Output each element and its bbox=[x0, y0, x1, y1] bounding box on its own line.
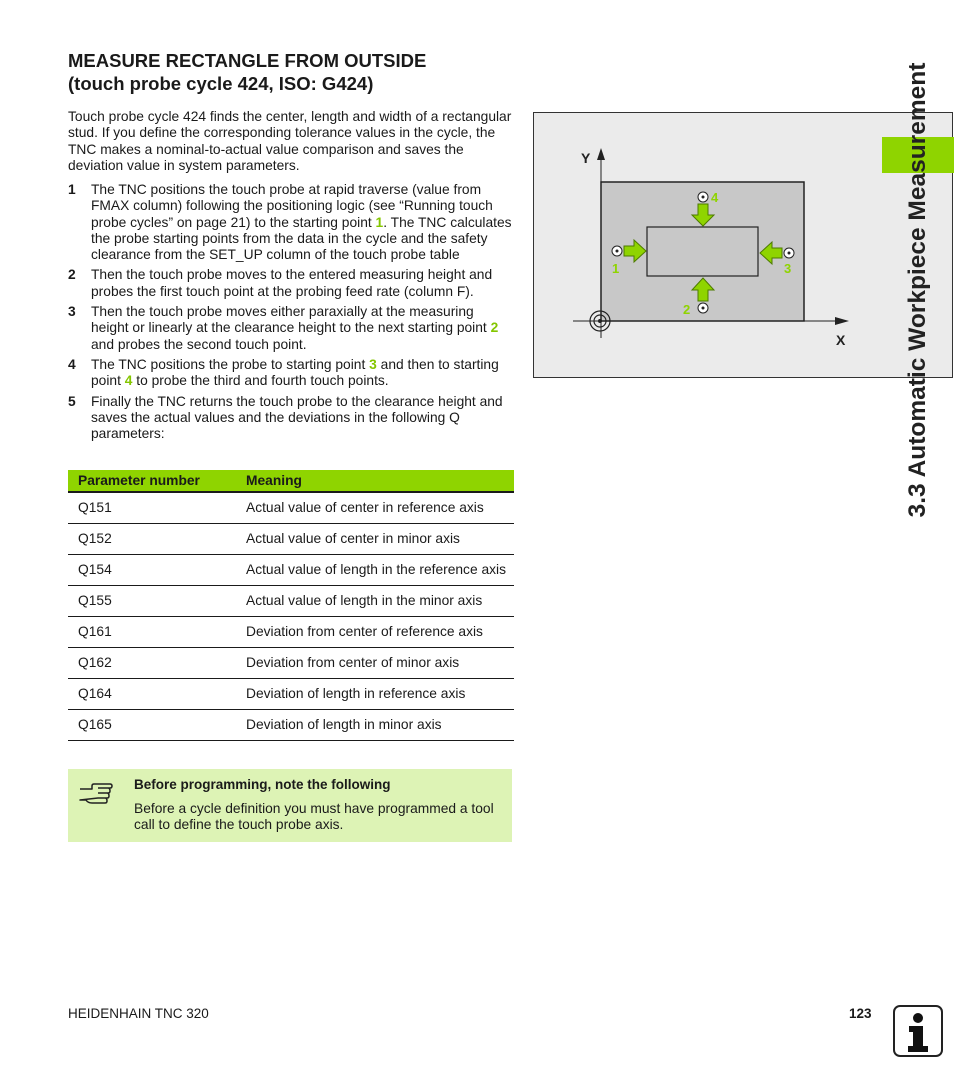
parameter-cell: Q162 bbox=[68, 648, 236, 679]
step-item bbox=[68, 304, 513, 353]
parameter-cell: Q155 bbox=[68, 586, 236, 617]
step-point-ref: 1 bbox=[375, 214, 384, 230]
column-header-parameter: Parameter number bbox=[68, 470, 236, 492]
x-axis-label: X bbox=[836, 332, 846, 348]
meaning-cell: Deviation of length in reference axis bbox=[236, 679, 514, 710]
step-text: The TNC positions the touch probe at rapid traverse (value from FMAX column) following the positioning logic (see “Running touch probe cycles” on page 21) to the starting point bbox=[91, 182, 493, 230]
step-list bbox=[68, 182, 513, 446]
meaning-cell: Actual value of length in the reference axis bbox=[236, 555, 514, 586]
parameter-cell: Q165 bbox=[68, 710, 236, 741]
step-text-end: to probe the third and fourth touch points. bbox=[132, 373, 389, 389]
note-body: Before a cycle definition you must have programmed a tool call to define the touch probe axis. bbox=[134, 801, 494, 833]
step-text: Then the touch probe moves either paraxially at the measuring height or linearly at the clearance height to the next starting point bbox=[91, 304, 491, 336]
rectangular-stud bbox=[647, 227, 758, 276]
table-row bbox=[68, 617, 514, 648]
title-line-2: (touch probe cycle 424, ISO: G424) bbox=[68, 73, 374, 94]
table-row bbox=[68, 710, 514, 741]
table-header-row bbox=[68, 470, 514, 492]
intro-paragraph: Touch probe cycle 424 finds the center, length and width of a rectangular stud. If you define the corresponding tolerance values in the cycle, the TNC makes a nominal-to-actual value comparison and saves the deviation value in system parameters. bbox=[68, 109, 512, 173]
table-row bbox=[68, 555, 514, 586]
step-text-mid: and then to starting point bbox=[91, 356, 499, 389]
parameter-cell: Q161 bbox=[68, 617, 236, 648]
note-title: Before programming, note the following bbox=[134, 777, 391, 792]
probe-point-label: 1 bbox=[612, 261, 620, 276]
y-axis-label: Y bbox=[581, 150, 591, 166]
info-icon bbox=[893, 1005, 943, 1057]
probe-point-label: 4 bbox=[711, 190, 719, 205]
table-row bbox=[68, 679, 514, 710]
step-item bbox=[68, 182, 513, 263]
parameter-cell: Q151 bbox=[68, 492, 236, 524]
footer-manual-title: HEIDENHAIN TNC 320 bbox=[68, 1006, 209, 1021]
meaning-cell: Deviation from center of reference axis bbox=[236, 617, 514, 648]
table-row bbox=[68, 648, 514, 679]
step-text: Then the touch probe moves to the entered measuring height and probes the first touch point at the probing feed rate (column F). bbox=[91, 267, 493, 299]
meaning-cell: Actual value of center in reference axis bbox=[236, 492, 514, 524]
table-row bbox=[68, 492, 514, 524]
meaning-cell: Deviation from center of minor axis bbox=[236, 648, 514, 679]
step-number: 2 bbox=[68, 267, 76, 283]
title-line-1: MEASURE RECTANGLE FROM OUTSIDE bbox=[68, 50, 427, 71]
step-text: Finally the TNC returns the touch probe to the clearance height and saves the actual values and the deviations in the following Q parameters: bbox=[91, 393, 503, 442]
step-point-ref-2: 4 bbox=[124, 373, 133, 389]
page-title bbox=[68, 49, 426, 95]
probe-point-label: 3 bbox=[784, 261, 792, 276]
section-title: 3.3 Automatic Workpiece Measurement bbox=[904, 62, 931, 518]
step-point-ref: 2 bbox=[490, 320, 499, 336]
pointing-hand-icon bbox=[78, 781, 114, 807]
step-item bbox=[68, 357, 513, 390]
step-number: 3 bbox=[68, 304, 76, 320]
step-number: 4 bbox=[68, 356, 76, 372]
table-row bbox=[68, 524, 514, 555]
column-header-meaning: Meaning bbox=[236, 470, 514, 492]
meaning-cell: Deviation of length in minor axis bbox=[236, 710, 514, 741]
step-point-ref: 3 bbox=[369, 356, 377, 372]
step-text-end: . The TNC calculates the probe starting points from the data in the cycle and the safety clearance from the SET_UP column of the touch probe table bbox=[91, 214, 512, 263]
meaning-cell: Actual value of length in the minor axis bbox=[236, 586, 514, 617]
step-item bbox=[68, 267, 513, 300]
parameter-cell: Q152 bbox=[68, 524, 236, 555]
step-text-end: and probes the second touch point. bbox=[91, 336, 307, 352]
table-row bbox=[68, 586, 514, 617]
meaning-cell: Actual value of center in minor axis bbox=[236, 524, 514, 555]
page-number: 123 bbox=[849, 1006, 872, 1021]
step-item bbox=[68, 394, 513, 443]
q-parameter-table bbox=[68, 470, 514, 741]
parameter-cell: Q164 bbox=[68, 679, 236, 710]
step-number: 5 bbox=[68, 393, 76, 409]
probe-point-label: 2 bbox=[683, 302, 691, 317]
parameter-cell: Q154 bbox=[68, 555, 236, 586]
step-text: The TNC positions the probe to starting point bbox=[91, 356, 370, 372]
step-number: 1 bbox=[68, 182, 76, 197]
note-box bbox=[68, 769, 512, 842]
